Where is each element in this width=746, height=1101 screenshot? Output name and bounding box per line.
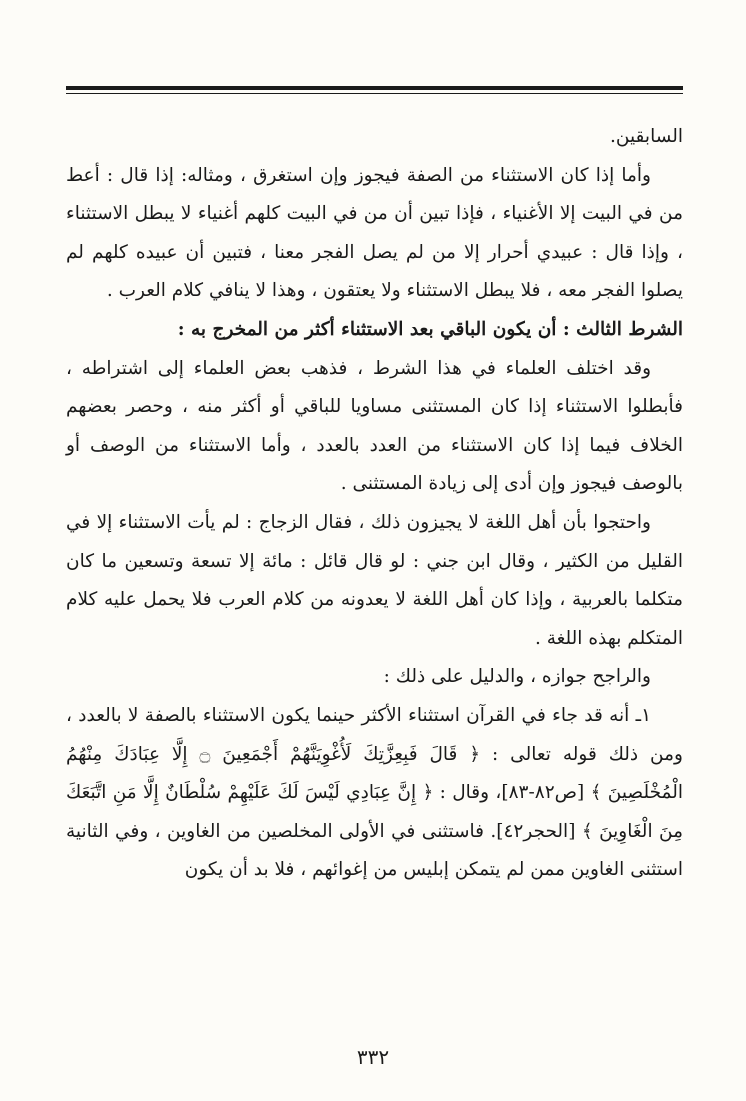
paragraph-language-argument: واحتجوا بأن أهل اللغة لا يجيزون ذلك ، فقال الزجاج : لم يأت الاستثناء إلا في القليل من الكثير ، وقال ابن جني : لو قال قائل : مائة إلا تسعة وتسعين ما كان متكلما بالعربية ، وإذا كان أهل اللغة لا يعدونه من كلام العرب فلا يحمل عليه كلام المتكلم بهذه اللغة . bbox=[66, 511, 683, 649]
header-rule-thin bbox=[66, 93, 683, 94]
paragraph-preferred-view: والراجح جوازه ، والدليل على ذلك : bbox=[383, 666, 651, 688]
paragraph-scholars-dispute: وقد اختلف العلماء في هذا الشرط ، فذهب بعض العلماء إلى اشتراطه ، فأبطلوا الاستثناء إذا كان المستثنى مساويا للباقي أو أكثر منه ، وحصر بعضهم الخلاف فيما إذا كان الاستثناء من العدد بالعدد ، وأما الاستثناء من الوصف أو بالوصف فيجوز وإن أدى إلى زيادة المستثنى . bbox=[66, 357, 683, 495]
header-rule-thick bbox=[66, 86, 683, 90]
section-heading-third-condition: الشرط الثالث : أن يكون الباقي بعد الاستثناء أكثر من المخرج به : bbox=[177, 318, 683, 340]
paragraph-evidence-one: ١ـ أنه قد جاء في القرآن استثناء الأكثر حينما يكون الاستثناء بالصفة لا بالعدد ، ومن ذلك قوله تعالى : ﴿ قَالَ فَبِعِزَّتِكَ لَأُغْوِيَنَّهُمْ أَجْمَعِينَ ۝ إِلَّا عِبَادَكَ مِنْهُمُ الْمُخْلَصِينَ ﴾ [ص٨٢-٨٣]، وقال : ﴿ إِنَّ عِبَادِي لَيْسَ لَكَ عَلَيْهِمْ سُلْطَانٌ إِلَّا مَنِ اتَّبَعَكَ مِنَ الْغَاوِينَ ﴾ [الحجر٤٢]. فاستثنى في الأولى المخلصين من الغاوين ، وفي الثانية استثنى الغاوين ممن لم يتمكن إبليس من إغوائهم ، فلا بد أن يكون bbox=[66, 704, 683, 881]
paragraph-continuation: السابقين. bbox=[610, 126, 683, 147]
page-body bbox=[66, 118, 683, 890]
paragraph-attribute-exception: وأما إذا كان الاستثناء من الصفة فيجوز وإن استغرق ، ومثاله: إذا قال : أعط من في البيت إلا الأغنياء ، فإذا تبين أن من في البيت كلهم أغنياء لا يبطل الاستثناء ، وإذا قال : عبيدي أحرار إلا من لم يصل الفجر معنا ، فتبين أن عبيده كلهم لم يصلوا الفجر معه ، فلا يبطل الاستثناء ولا يعتقون ، وهذا لا ينافي كلام العرب . bbox=[66, 164, 683, 302]
page-number: ٣٣٢ bbox=[356, 1045, 390, 1069]
